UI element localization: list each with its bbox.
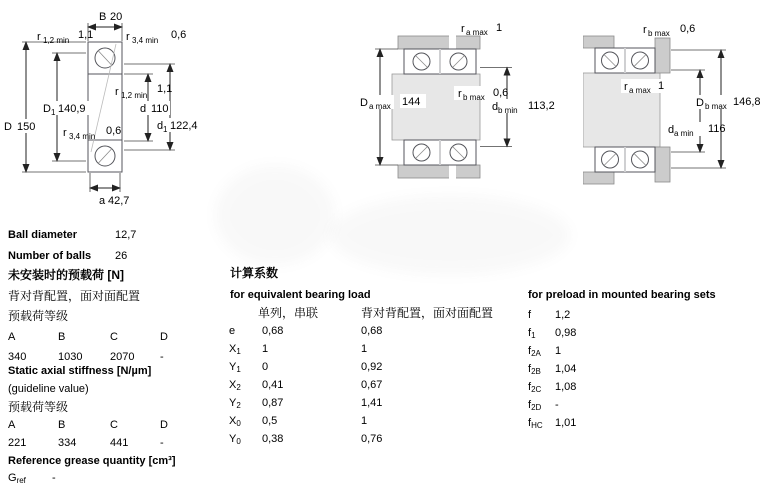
dim-value-B: 20 (110, 11, 123, 23)
svg-text:1: 1 (658, 80, 665, 92)
calc-col1-header: 单列，串联 (258, 306, 319, 320)
svg-text:110: 110 (151, 103, 169, 115)
bearing-cross-section (88, 42, 122, 172)
svg-text:3,4 min: 3,4 min (132, 36, 159, 45)
svg-text:b min: b min (498, 106, 518, 115)
svg-text:a max: a max (629, 86, 651, 95)
dim-label-ra-max: r (461, 23, 465, 35)
svg-text:a min: a min (674, 129, 694, 138)
grease-title: Reference grease quantity [cm³] (8, 455, 176, 467)
spec-row-ball-diameter (8, 229, 136, 242)
spec-value: 26 (115, 250, 128, 262)
svg-text:1,1: 1,1 (157, 83, 173, 95)
preload-table-header: A B C D (8, 331, 168, 343)
calc-row: $Y_0$ 0,38 0,76 (229, 433, 383, 446)
single-bearing-drawing (0, 0, 232, 218)
dim-label-r12-top: r (37, 31, 41, 43)
bearing-pair-bottom (404, 140, 476, 165)
calc-title: 计算系数 (230, 266, 279, 280)
svg-text:150: 150 (17, 121, 36, 133)
calc-row: $Y_1$ 0 0,92 (229, 361, 383, 374)
preload-mounted-title: for preload in mounted bearing sets (528, 289, 716, 301)
dim-label-da-min: d (668, 124, 675, 136)
preload-unmounted-subtitle: 背对背配置，面对面配置 (8, 289, 141, 303)
svg-text:1: 1 (51, 108, 56, 117)
dim-label-d1: d (157, 120, 164, 132)
svg-text:b max: b max (463, 93, 485, 102)
svg-text:144: 144 (402, 96, 421, 108)
spec-label: Number of balls (8, 250, 92, 262)
svg-text:42,7: 42,7 (108, 195, 130, 207)
calc-row: $X_1$ 1 1 (229, 343, 368, 356)
preload-unmounted-title: 未安装时的预载荷 [N] (8, 268, 124, 282)
dim-label-db-min: d (492, 101, 499, 113)
grease-symbol: $G_{ref}$ (8, 472, 26, 485)
calc-row: $X_2$ 0,41 0,67 (229, 379, 383, 392)
watermark (330, 195, 570, 275)
spec-row-number-of-balls (8, 250, 127, 263)
svg-text:113,2: 113,2 (528, 100, 555, 112)
dim-label-ra-max: r (624, 81, 628, 93)
svg-text:b max: b max (705, 102, 727, 111)
stiffness-subtitle: (guideline value) (8, 383, 89, 395)
svg-text:0,6: 0,6 (171, 29, 187, 41)
calc-row: $Y_2$ 0,87 1,41 (229, 397, 383, 410)
mounted-set-drawing-shaft (583, 0, 775, 200)
calc-subtitle: for equivalent bearing load (230, 289, 371, 301)
svg-text:3,4 min: 3,4 min (69, 132, 96, 141)
grease-value: - (52, 472, 56, 484)
svg-text:116: 116 (708, 123, 726, 135)
calc-col2-header: 背对背配置，面对面配置 (361, 306, 494, 320)
svg-text:a max: a max (369, 102, 391, 111)
svg-text:1: 1 (496, 22, 503, 34)
factor-row: $f_{2D}$ - (528, 399, 559, 412)
preload-table-values: 340 1030 2070 - (8, 351, 164, 363)
dim-label-a: a (99, 195, 106, 207)
factor-row: $f_{2A}$ 1 (528, 345, 562, 358)
spec-label: Ball diameter (8, 229, 78, 241)
factor-row: $f_{2C}$ 1,08 (528, 381, 577, 394)
stiffness-table-values: 221 334 441 - (8, 437, 164, 449)
dim-label-d: d (140, 103, 147, 115)
dim-label-B: B (99, 11, 107, 23)
stiffness-title: Static axial stiffness [N/µm] (8, 365, 152, 377)
bearing-pair-top (595, 48, 655, 73)
calc-row: $X_0$ 0,5 1 (229, 415, 368, 428)
calc-row: e 0,68 0,68 (229, 325, 383, 337)
factor-row: f 1,2 (528, 309, 571, 321)
watermark (215, 165, 335, 265)
svg-text:a max: a max (466, 28, 488, 37)
dim-label-rb-max: r (458, 88, 462, 100)
spec-value: 12,7 (115, 229, 137, 241)
calc-column-headers (258, 306, 493, 320)
dim-label-r34-top: r (126, 31, 130, 43)
factor-row: $f_{HC}$ 1,01 (528, 417, 577, 430)
svg-text:146,8: 146,8 (733, 96, 761, 108)
bearing-pair-bottom (595, 147, 655, 172)
mounted-set-drawing-housing (348, 0, 566, 200)
svg-text:1,1: 1,1 (78, 29, 94, 41)
dim-label-D: D (4, 121, 12, 133)
dim-label-Db-max: D (696, 97, 704, 109)
preload-class-label: 预载荷等级 (8, 309, 69, 323)
svg-text:0,6: 0,6 (493, 87, 509, 99)
stiffness-table-header: A B C D (8, 419, 168, 431)
svg-text:1: 1 (163, 125, 168, 134)
grease-row (8, 472, 56, 485)
svg-text:140,9: 140,9 (58, 103, 86, 115)
svg-text:b max: b max (648, 29, 670, 38)
stiffness-class-label: 预载荷等级 (8, 400, 69, 414)
dim-label-r12-right: r (115, 86, 119, 98)
svg-text:0,6: 0,6 (106, 125, 122, 137)
svg-text:0,6: 0,6 (680, 23, 696, 35)
svg-text:122,4: 122,4 (170, 120, 198, 132)
bearing-pair-top (404, 49, 476, 74)
factor-row: $f_1$ 0,98 (528, 327, 577, 340)
housing-and-shaft (583, 36, 670, 184)
dimension-labels (2, 11, 202, 207)
dim-label-rb-max: r (643, 24, 647, 36)
svg-text:1,2 min: 1,2 min (43, 36, 70, 45)
factor-row: $f_{2B}$ 1,04 (528, 363, 577, 376)
dim-label-D1: D (43, 103, 51, 115)
dim-label-Da-max: D (360, 97, 368, 109)
dim-label-r34-bot: r (63, 127, 67, 139)
svg-text:1,2 min: 1,2 min (121, 91, 148, 100)
